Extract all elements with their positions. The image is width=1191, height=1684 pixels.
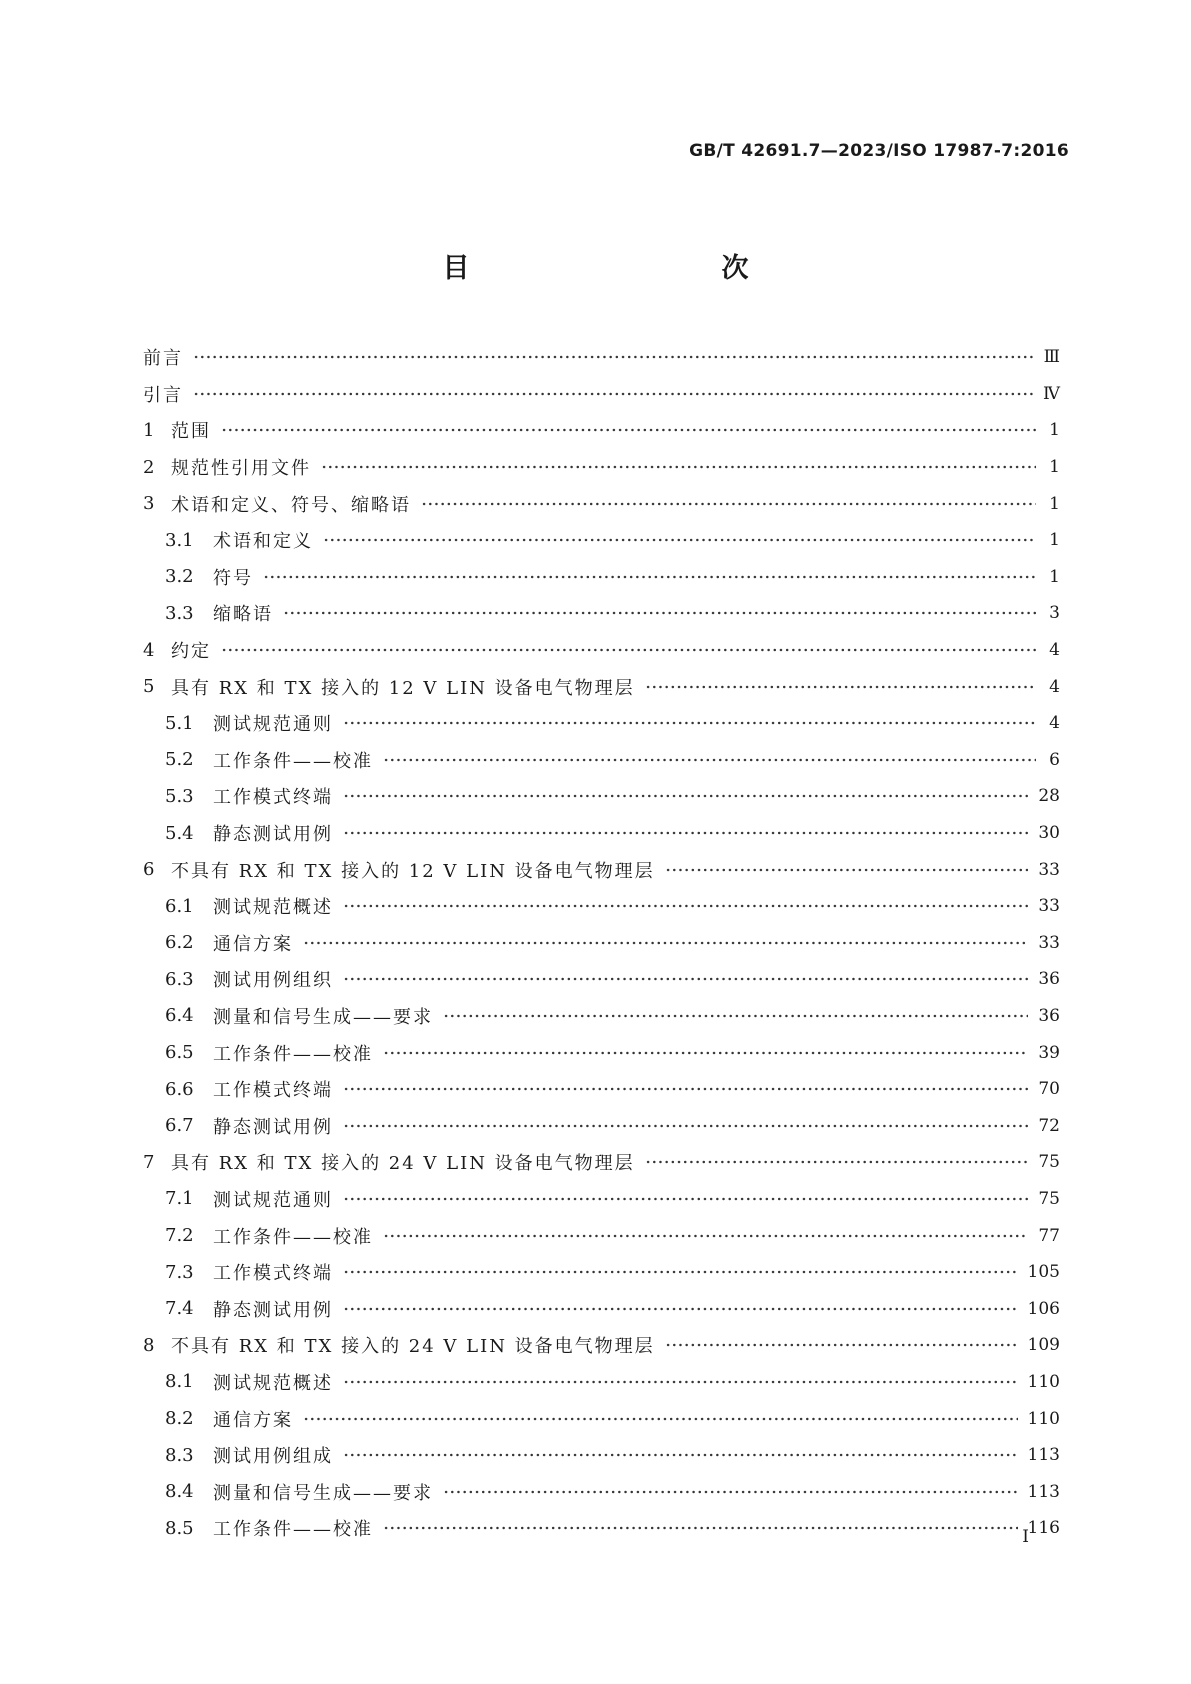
dot-leader xyxy=(383,758,1036,762)
toc-entry-label: 范围 xyxy=(171,421,211,443)
toc-entry-page: 75 xyxy=(1038,1152,1060,1173)
dot-leader xyxy=(283,611,1036,615)
toc-entry-number: 8.2 xyxy=(165,1408,194,1430)
toc-entry-label: 测试用例组织 xyxy=(213,970,333,992)
toc-entry-number: 7 xyxy=(143,1151,155,1173)
dot-leader xyxy=(665,868,1029,872)
toc-entry-label: 缩略语 xyxy=(213,604,273,626)
toc-entry-page: 1 xyxy=(1049,457,1060,478)
dot-leader xyxy=(323,538,1036,542)
toc-entry-number: 8.1 xyxy=(165,1371,194,1393)
toc-entry-page: 36 xyxy=(1038,1005,1060,1026)
toc-entry-label: 静态测试用例 xyxy=(213,1116,333,1138)
toc-entry-page: 3 xyxy=(1049,603,1060,624)
dot-leader xyxy=(343,1380,1018,1384)
toc-entry-label: 工作模式终端 xyxy=(213,1080,333,1102)
toc-entry-number: 6.3 xyxy=(165,968,194,990)
toc-entry-page: 106 xyxy=(1027,1298,1060,1319)
toc-entry[interactable] xyxy=(143,1364,1060,1401)
toc-entry-label: 工作条件——校准 xyxy=(213,1519,373,1541)
toc-entry-page: 33 xyxy=(1038,896,1060,917)
toc-entry-label: 测量和信号生成——要求 xyxy=(213,1482,433,1504)
toc-entry-label: 工作条件——校准 xyxy=(213,1226,373,1248)
dot-leader xyxy=(343,1307,1018,1311)
dot-leader xyxy=(645,1160,1029,1164)
dot-leader xyxy=(193,355,1034,359)
toc-entry-number: 1 xyxy=(143,419,155,441)
dot-leader xyxy=(343,977,1028,981)
toc-entry-label: 工作条件——校准 xyxy=(213,750,373,772)
toc-entry-page: 1 xyxy=(1049,420,1060,441)
toc-entry-number: 5.4 xyxy=(165,822,194,844)
toc-entry-label: 具有 RX 和 TX 接入的 12 V LIN 设备电气物理层 xyxy=(171,677,635,699)
toc-entry-page: 110 xyxy=(1027,1408,1060,1429)
toc-entry[interactable] xyxy=(143,1217,1060,1254)
toc-entry-page: 110 xyxy=(1027,1371,1060,1392)
toc-entry[interactable] xyxy=(143,925,1060,962)
toc-entry-page: 116 xyxy=(1027,1518,1060,1539)
toc-entry-label: 工作模式终端 xyxy=(213,1263,333,1285)
toc-entry-page: 109 xyxy=(1027,1335,1060,1356)
dot-leader xyxy=(343,831,1028,835)
toc-entry[interactable] xyxy=(143,1473,1060,1510)
toc-entry-number: 8 xyxy=(143,1334,155,1356)
toc-entry-number: 4 xyxy=(143,639,155,661)
toc-entry-page: 36 xyxy=(1038,969,1060,990)
dot-leader xyxy=(343,1270,1018,1274)
toc-entry[interactable] xyxy=(143,851,1060,888)
toc-entry[interactable] xyxy=(143,1107,1060,1144)
toc-entry-label: 测试规范通则 xyxy=(213,714,333,736)
toc-entry-number: 8.3 xyxy=(165,1444,194,1466)
toc-entry-page: 1 xyxy=(1049,566,1060,587)
toc-entry-label: 工作模式终端 xyxy=(213,787,333,809)
toc-entry-number: 8.5 xyxy=(165,1517,194,1539)
toc-entry-page: 4 xyxy=(1049,676,1060,697)
toc-entry[interactable] xyxy=(143,778,1060,815)
toc-entry-page: 4 xyxy=(1049,640,1060,661)
toc-entry[interactable] xyxy=(143,1327,1060,1364)
toc-entry-label: 具有 RX 和 TX 接入的 24 V LIN 设备电气物理层 xyxy=(171,1153,635,1175)
toc-entry-page: 4 xyxy=(1049,713,1060,734)
toc-entry-label: 静态测试用例 xyxy=(213,824,333,846)
dot-leader xyxy=(263,575,1036,579)
dot-leader xyxy=(303,1417,1018,1421)
toc-entry[interactable] xyxy=(143,449,1060,486)
toc-entry[interactable] xyxy=(143,376,1060,413)
toc-entry-label: 测量和信号生成——要求 xyxy=(213,1006,433,1028)
toc-entry-label: 不具有 RX 和 TX 接入的 12 V LIN 设备电气物理层 xyxy=(171,860,655,882)
toc-entry-label: 术语和定义 xyxy=(213,531,313,553)
toc-entry-number: 6.2 xyxy=(165,932,194,954)
dot-leader xyxy=(343,904,1028,908)
toc-entry-page: 72 xyxy=(1038,1115,1060,1136)
toc-entry[interactable] xyxy=(143,339,1060,376)
toc-entry-label: 前言 xyxy=(143,348,183,370)
toc-entry[interactable] xyxy=(143,1437,1060,1474)
toc-entry-label: 工作条件——校准 xyxy=(213,1043,373,1065)
toc-entry-number: 3.3 xyxy=(165,602,194,624)
toc-entry-number: 5.2 xyxy=(165,749,194,771)
toc-entry-number: 7.4 xyxy=(165,1298,194,1320)
dot-leader xyxy=(193,392,1033,396)
toc-entry-number: 5.3 xyxy=(165,785,194,807)
toc-entry[interactable] xyxy=(143,705,1060,742)
toc-entry-page: 75 xyxy=(1038,1188,1060,1209)
toc-entry-label: 引言 xyxy=(143,384,183,406)
toc-entry-number: 7.3 xyxy=(165,1261,194,1283)
toc-entry-page: 28 xyxy=(1038,786,1060,807)
toc-entry-label: 规范性引用文件 xyxy=(171,458,311,480)
dot-leader xyxy=(343,1197,1028,1201)
toc-entry-label: 测试用例组成 xyxy=(213,1446,333,1468)
toc-entry-label: 通信方案 xyxy=(213,933,293,955)
toc-entry-page: 70 xyxy=(1038,1079,1060,1100)
toc-entry-label: 测试规范通则 xyxy=(213,1189,333,1211)
toc-entry[interactable] xyxy=(143,1254,1060,1291)
page-title: 目 次 xyxy=(442,253,815,284)
toc-entry-label: 静态测试用例 xyxy=(213,1299,333,1321)
toc-entry[interactable] xyxy=(143,412,1060,449)
toc-entry-label: 术语和定义、符号、缩略语 xyxy=(171,494,411,516)
toc-entry[interactable] xyxy=(143,1510,1060,1547)
dot-leader xyxy=(343,1087,1028,1091)
toc-entry-page: 105 xyxy=(1027,1262,1060,1283)
toc-entry[interactable] xyxy=(143,888,1060,925)
toc-entry[interactable] xyxy=(143,1144,1060,1181)
toc-entry-page: 33 xyxy=(1038,932,1060,953)
page-number: Ⅰ xyxy=(1022,1527,1029,1547)
toc-entry-label: 不具有 RX 和 TX 接入的 24 V LIN 设备电气物理层 xyxy=(171,1336,655,1358)
toc-entry[interactable] xyxy=(143,742,1060,779)
toc-entry[interactable] xyxy=(143,1034,1060,1071)
toc-entry-label: 测试规范概述 xyxy=(213,1372,333,1394)
toc-entry-number: 7.2 xyxy=(165,1225,194,1247)
toc-entry[interactable] xyxy=(143,1181,1060,1218)
toc-entry[interactable] xyxy=(143,632,1060,669)
dot-leader xyxy=(383,1051,1028,1055)
dot-leader xyxy=(645,685,1036,689)
dot-leader xyxy=(221,428,1036,432)
toc-entry[interactable] xyxy=(143,595,1060,632)
toc-entry-page: 113 xyxy=(1027,1481,1060,1502)
dot-leader xyxy=(383,1234,1028,1238)
dot-leader xyxy=(665,1343,1018,1347)
dot-leader xyxy=(343,1124,1028,1128)
dot-leader xyxy=(443,1490,1018,1494)
toc-entry[interactable] xyxy=(143,961,1060,998)
toc-entry[interactable] xyxy=(143,668,1060,705)
dot-leader xyxy=(421,502,1036,506)
toc-entry-number: 6.5 xyxy=(165,1042,194,1064)
toc-entry-number: 6 xyxy=(143,859,155,881)
dot-leader xyxy=(221,648,1036,652)
toc-entry-label: 通信方案 xyxy=(213,1409,293,1431)
toc-entry-page: 6 xyxy=(1049,749,1060,770)
toc-entry-number: 8.4 xyxy=(165,1481,194,1503)
toc-entry-number: 3.1 xyxy=(165,529,194,551)
toc-entry[interactable] xyxy=(143,998,1060,1035)
toc-entry-number: 6.7 xyxy=(165,1115,194,1137)
toc-entry-number: 6.6 xyxy=(165,1078,194,1100)
table-of-contents xyxy=(143,339,1060,1547)
toc-entry[interactable] xyxy=(143,1071,1060,1108)
toc-entry-label: 约定 xyxy=(171,641,211,663)
toc-entry-page: 39 xyxy=(1038,1042,1060,1063)
toc-entry-page: Ⅲ xyxy=(1043,347,1060,368)
toc-entry[interactable] xyxy=(143,485,1060,522)
toc-entry-number: 5 xyxy=(143,676,155,698)
dot-leader xyxy=(303,941,1028,945)
toc-entry-number: 6.4 xyxy=(165,1005,194,1027)
toc-entry-page: 113 xyxy=(1027,1445,1060,1466)
toc-entry-label: 符号 xyxy=(213,567,253,589)
dot-leader xyxy=(343,721,1036,725)
dot-leader xyxy=(321,465,1036,469)
toc-entry[interactable] xyxy=(143,815,1060,852)
toc-entry-page: 77 xyxy=(1038,1225,1060,1246)
toc-entry-number: 3.2 xyxy=(165,566,194,588)
toc-entry-number: 3 xyxy=(143,493,155,515)
toc-entry[interactable] xyxy=(143,1400,1060,1437)
toc-entry-label: 测试规范概述 xyxy=(213,897,333,919)
dot-leader xyxy=(343,1453,1018,1457)
toc-entry-number: 6.1 xyxy=(165,895,194,917)
dot-leader xyxy=(343,794,1028,798)
toc-entry-number: 2 xyxy=(143,456,155,478)
toc-entry-number: 5.1 xyxy=(165,712,194,734)
toc-entry-page: 30 xyxy=(1038,823,1060,844)
dot-leader xyxy=(443,1014,1028,1018)
dot-leader xyxy=(383,1526,1018,1530)
toc-entry-page: 1 xyxy=(1049,530,1060,551)
toc-entry[interactable] xyxy=(143,559,1060,596)
toc-entry-page: 1 xyxy=(1049,493,1060,514)
toc-entry-page: 33 xyxy=(1038,859,1060,880)
toc-entry-page: Ⅳ xyxy=(1043,383,1060,404)
standard-code: GB/T 42691.7—2023/ISO 17987-7:2016 xyxy=(689,141,1069,161)
toc-entry[interactable] xyxy=(143,1290,1060,1327)
toc-entry[interactable] xyxy=(143,522,1060,559)
toc-entry-number: 7.1 xyxy=(165,1188,194,1210)
